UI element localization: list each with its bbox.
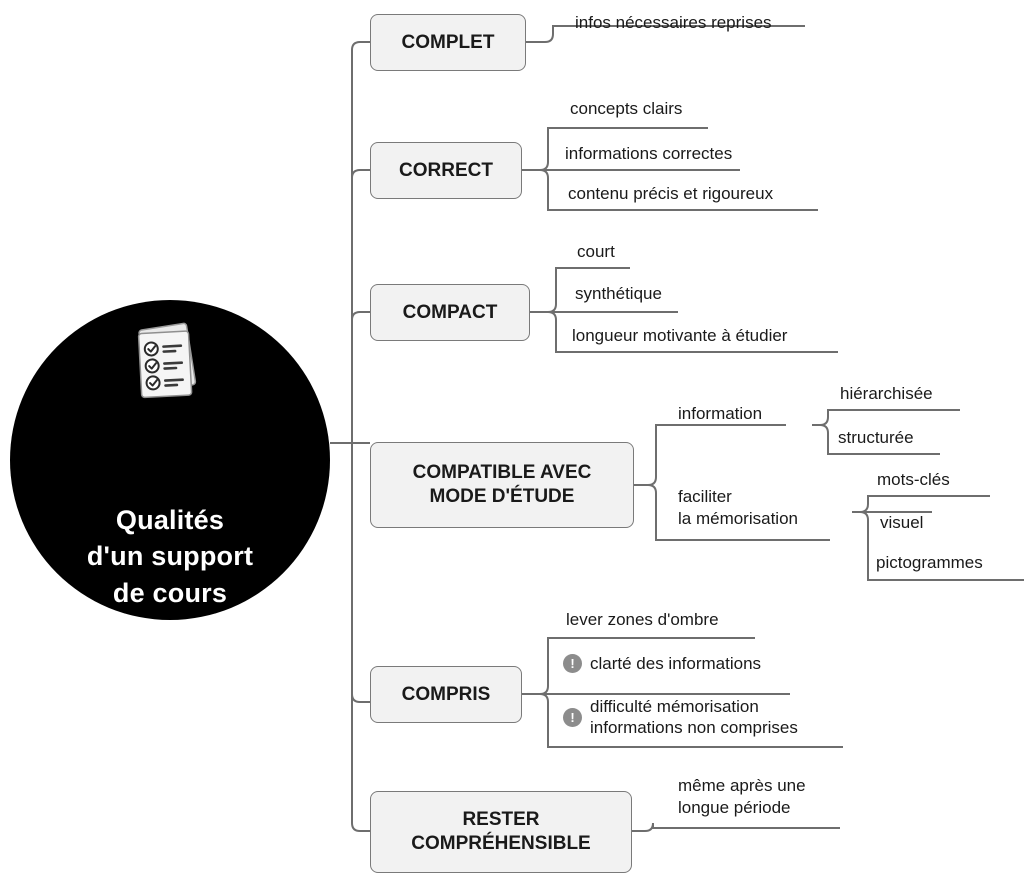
root-node[interactable] bbox=[10, 300, 330, 620]
branch-compris-label: COMPRIS bbox=[401, 683, 491, 705]
checklist-document-icon bbox=[126, 318, 214, 406]
leaf-correct-1-text: concepts clairs bbox=[570, 99, 683, 118]
leaf-faciliter-visuel-text: visuel bbox=[880, 513, 924, 532]
leaf-compatible-information-text: information bbox=[678, 404, 763, 423]
branch-rester-label-line2: COMPRÉHENSIBLE bbox=[411, 833, 591, 854]
leaf-faciliter-mots-cles[interactable] bbox=[877, 469, 950, 490]
leaf-complet-1-text: infos nécessaires reprises bbox=[575, 13, 772, 32]
leaf-rester-1-line1: même après une bbox=[678, 776, 806, 795]
leaf-compris-1[interactable] bbox=[566, 609, 719, 630]
branch-rester-comprehensible[interactable] bbox=[370, 791, 632, 873]
leaf-compris-3[interactable] bbox=[563, 696, 798, 739]
root-label bbox=[87, 502, 253, 611]
leaf-compact-1-text: court bbox=[577, 242, 615, 261]
leaf-compris-2-text: clarté des informations bbox=[590, 654, 762, 673]
branch-compris[interactable] bbox=[370, 666, 522, 723]
leaf-information-hierarchisee-text: hiérarchisée bbox=[840, 384, 933, 403]
leaf-compris-3-text bbox=[590, 696, 798, 739]
branch-complet[interactable] bbox=[370, 14, 526, 71]
branch-compact-label: COMPACT bbox=[402, 301, 498, 323]
branch-compatible-label-line1: COMPATIBLE AVEC bbox=[412, 462, 592, 484]
leaf-complet-1[interactable] bbox=[575, 12, 772, 33]
branch-compatible[interactable] bbox=[370, 442, 634, 528]
leaf-faciliter-mots-cles-text: mots-clés bbox=[877, 470, 950, 489]
branch-correct-label: CORRECT bbox=[399, 159, 493, 181]
warning-icon: ! bbox=[563, 708, 582, 727]
leaf-compact-2[interactable] bbox=[575, 283, 662, 304]
leaf-compris-2[interactable] bbox=[563, 653, 761, 674]
leaf-correct-2[interactable] bbox=[565, 143, 732, 164]
leaf-compatible-faciliter-line2: la mémorisation bbox=[678, 509, 798, 529]
leaf-faciliter-visuel[interactable] bbox=[880, 512, 923, 533]
leaf-compatible-faciliter-line1: faciliter bbox=[678, 487, 732, 506]
leaf-correct-3[interactable] bbox=[568, 183, 773, 204]
branch-compact[interactable] bbox=[370, 284, 530, 341]
leaf-compact-1[interactable] bbox=[577, 241, 615, 262]
branch-compatible-label-line2: MODE D'ÉTUDE bbox=[429, 486, 575, 507]
leaf-faciliter-pictogrammes[interactable] bbox=[876, 552, 983, 573]
leaf-rester-1[interactable] bbox=[678, 775, 878, 819]
branch-rester-label-line1: RESTER bbox=[462, 809, 540, 831]
leaf-information-structuree[interactable] bbox=[838, 427, 914, 448]
warning-icon: ! bbox=[563, 654, 582, 673]
leaf-compact-3-text: longueur motivante à étudier bbox=[572, 326, 788, 345]
leaf-rester-1-line2: longue période bbox=[678, 798, 791, 818]
leaf-compris-3-line1: difficulté mémorisation bbox=[590, 697, 759, 716]
leaf-correct-3-text: contenu précis et rigoureux bbox=[568, 184, 774, 203]
branch-correct[interactable] bbox=[370, 142, 522, 199]
root-label-line3: de cours bbox=[112, 577, 228, 608]
leaf-information-hierarchisee[interactable] bbox=[840, 383, 933, 404]
leaf-compact-2-text: synthétique bbox=[575, 284, 662, 303]
root-label-line1: Qualités bbox=[115, 505, 225, 535]
leaf-compact-3[interactable] bbox=[572, 325, 787, 346]
leaf-information-structuree-text: structurée bbox=[838, 428, 914, 447]
root-label-line2: d'un support bbox=[86, 541, 254, 572]
leaf-compris-3-line2: informations non comprises bbox=[590, 718, 798, 738]
leaf-compris-1-text: lever zones d'ombre bbox=[566, 610, 719, 629]
leaf-faciliter-pictogrammes-text: pictogrammes bbox=[876, 553, 983, 572]
branch-complet-label: COMPLET bbox=[401, 31, 495, 53]
leaf-compatible-faciliter[interactable] bbox=[678, 486, 858, 530]
leaf-correct-1[interactable] bbox=[570, 98, 682, 119]
leaf-correct-2-text: informations correctes bbox=[565, 144, 733, 163]
leaf-compatible-information[interactable] bbox=[678, 403, 762, 424]
